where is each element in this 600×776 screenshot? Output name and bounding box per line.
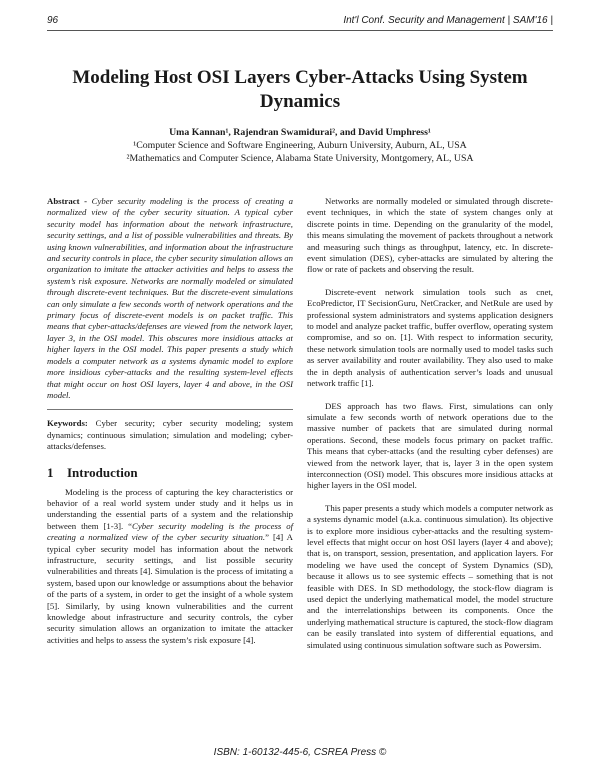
section-title: Introduction [67, 464, 138, 480]
intro-text-start: Modeling is the process of capturing the key characteristics or behavior of a real world system under study and it helps us in understanding the essential parts of a system and the relationship between them [1-3]. “ [47, 486, 293, 531]
affiliation-1: ¹Computer Science and Software Engineering, Auburn University, Auburn, AL, USA [133, 140, 467, 151]
running-header [47, 12, 553, 31]
keywords-label: Keywords: [47, 418, 88, 429]
author-names: Uma Kannan¹, Rajendran Swamidurai², and David Umphress¹ [169, 127, 431, 138]
abstract-label: Abstract - [47, 196, 88, 206]
conference-name: Int'l Conf. Security and Management | SAM'16 | [343, 15, 553, 26]
right-column [307, 196, 553, 662]
page-footer: ISBN: 1-60132-445-6, CSREA Press © [213, 747, 387, 758]
paper-title: Modeling Host OSI Layers Cyber-Attacks Using System Dynamics [72, 67, 528, 112]
keywords-text: Cyber security; cyber security modeling; system dynamics; continuous simulation; simulation and modeling; cyber-attacks/defenses. [47, 418, 294, 452]
paragraph: Networks are normally modeled or simulated through discrete-event techniques, in which the state of system changes only at discrete points in time. Depending on the granularity of the model, this means simulating the movement of packets throughout a network and measuring such things as throughput, latency, etc. In discrete-event simulation (DES), cyber-attacks are simulated by altering the flow or rate of packets and observing the result. [307, 196, 553, 275]
abstract [47, 196, 293, 410]
paragraph: This paper presents a study which models a computer network as a systems dynamic model (a.k.a. continuous simulation). Its objective is to explore more insidious cyber-attacks and the resulting system-level effects that might occur on host OSI layers (layer 4 and above); that is, on transport, session, presentation, and application layers. For modeling we have used the concept of System Dynamics (SD), because it allows us to see systemic effects – something that is not feasible with DES. In SD methodology, the stock-flow diagram is used depict the underlying mathematical model, the model structure and the interrelationships between its components. Once the underlying mathematical structure is captured, the stock-flow diagram can be easily translated into system of differential equations, and simulated using continuous simulation software such as Powersim. [307, 502, 553, 650]
abstract-text: Cyber security modeling is the process of creating a normalized view of the cyber security situation. A typical cyber security model has information about the network infrastructure, security settings, and a list of possible vulnerabilities and threats. By using known vulnerabilities, and information about the infrastructure and security controls in place, the cyber security simulation allows an organization to imitate the attacker activities and helps to assess the system’s risk exposure. Networks are normally modeled or simulated through discrete-event techniques. But the discrete-event simulations can only simulate a few seconds worth of network operations and the primary focus of discrete-event models is on packet traffic. This means that cyber-attacks/defenses are viewed from the network layer, layer 3, in the OSI model. This obscures more insidious attacks at higher layers in the OSI model. This paper presents a study which models a computer network as a systems dynamic model to explore more insidious cyber-attacks and the resulting system-level effects that might occur on host OSI layers, layer 4 and above, in the OSI model. [47, 196, 293, 400]
paragraph: DES approach has two flaws. First, simulations can only simulate a few seconds worth of network operations due to the massive number of packets that are simulated during normal operations. Second, these models focus primary on packet traffic. This means that cyber-attacks (and the resulting cyber defenses) are viewed from the network layer, that is, layer 3 in the open system interconnection (OSI) model. This obscures more insidious attacks at higher layers in the OSI model. [307, 400, 553, 491]
paragraph: Discrete-event network simulation tools such as cnet, EcoPredictor, IT SecisionGuru, NetCracker, and NetRule are used by professional system administrators and systems application designers to model and analyze packet traffic, buffer overflow, operating system compromise, and so on. [1]. With respect to information security, these network simulation tools are normally used to model tasks such as server availability and router availability. They also used to make the in depth analysis of authentication server’s loads and unusual network traffic [1]. [307, 286, 553, 389]
page-number: 96 [47, 15, 59, 26]
intro-text-end: ” [4] A typical cyber security model has information about the network infrastructure, security settings, and list possible security vulnerabilities and threats [4]. Simulation is the process of imitating a system, based upon our knowledge or assumptions about the behavior of the parts of a system, in order to get the insight of a whole system [5]. Similarly, by using known vulnerabilities and the current knowledge about infrastructure and security controls, the cyber security simulation allows an organization to imitate the attacker activities and helps to assess the system’s risk exposure [4]. [47, 532, 293, 645]
intro-paragraph [47, 487, 293, 647]
keywords [47, 418, 293, 452]
section-heading [47, 465, 293, 481]
affiliation-2: ²Mathematics and Computer Science, Alabama State University, Montgomery, AL, USA [126, 153, 474, 164]
author-block [47, 126, 553, 165]
intro-quote: Cyber security modeling is the process of creating a normalized view of the cyber security situation. [47, 520, 293, 543]
left-column [47, 196, 293, 657]
section-number: 1 [47, 464, 54, 480]
